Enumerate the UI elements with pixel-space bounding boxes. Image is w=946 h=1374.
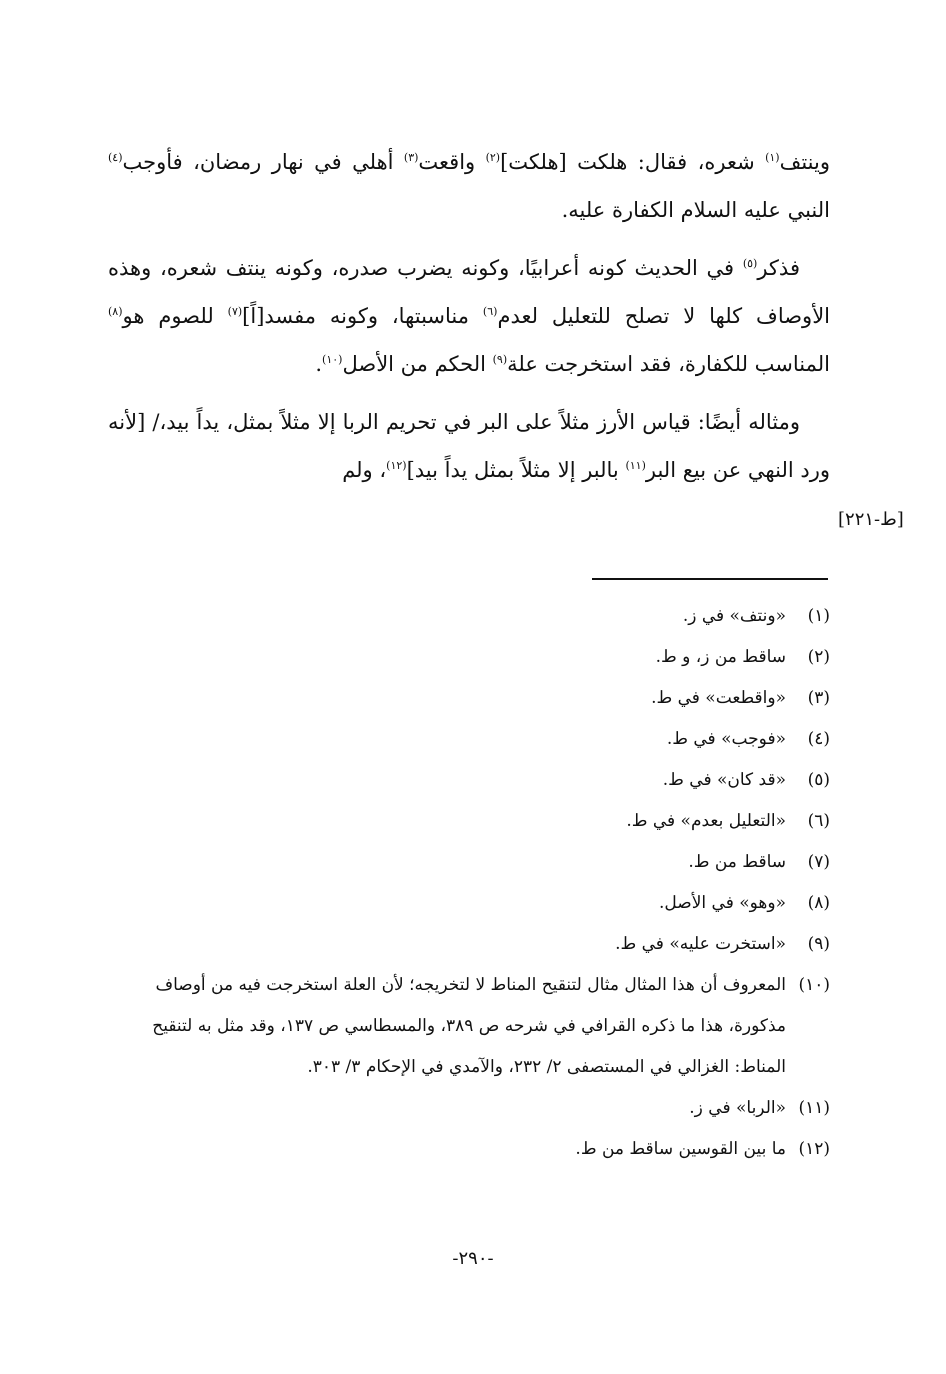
footnote-number: (٨) <box>807 893 830 913</box>
footnote-text: «قد كان» في ط. <box>662 770 786 790</box>
footnote-marker: (٨) <box>108 305 123 318</box>
paragraph-text: فذكر <box>757 256 800 280</box>
paragraph-text: النبي عليه السلام الكفارة عليه. <box>561 198 830 222</box>
footnote-marker: (٦) <box>482 305 498 318</box>
footnote-number: (٢) <box>807 647 830 667</box>
footnote-text: «وهو» في الأصل. <box>659 893 786 913</box>
footnote-marker: (١٢) <box>386 459 407 472</box>
paragraph-text: ومثاله أيضًا: قياس الأرز مثلاً على البر في تحريم الربا إلا مثلاً بمثل، يداً بيد،/ [لأنه ورد النهي عن بيع البر <box>108 410 830 482</box>
paragraph-text: ، ولم <box>342 458 387 482</box>
footnote-item <box>108 883 830 924</box>
footnote-text: «فوجب» في ط. <box>666 729 786 749</box>
footnote-text: المعروف أن هذا المثال مثال لتنقيح المناط لا لتخريجه؛ لأن العلة استخرجت فيه من أوصاف مذكورة، هذا ما ذكره القرافي في شرحه ص ٣٨٩، والمسطاسي ص ١٣٧، وقد مثل به لتنقيح المناط: الغزالي في المستصفى ٢/ ٢٣٢، والآمدي في الإحكام ٣/ ٣٠٣. <box>152 975 786 1077</box>
footnote-marker: (٧) <box>227 305 243 318</box>
footnote-number: (١١) <box>798 1098 830 1118</box>
footnote-text: «ونتف» في ز. <box>682 606 786 626</box>
footnote-text: «واقطعت» في ط. <box>651 688 786 708</box>
footnote-text: ساقط من ط. <box>688 852 786 872</box>
footnote-item <box>108 1129 830 1170</box>
footnote-item <box>108 801 830 842</box>
paragraph-text: للصوم هو <box>122 304 228 328</box>
footnote-number: (٩) <box>807 934 830 954</box>
footnotes <box>108 596 830 1170</box>
footnote-separator <box>592 578 828 580</box>
paragraph-text: . <box>315 352 323 376</box>
footnote-text: ما بين القوسين ساقط من ط. <box>575 1139 786 1159</box>
footnote-number: (٧) <box>807 852 830 872</box>
footnote-text: «استخرت عليه» في ط. <box>615 934 786 954</box>
paragraph-text: شعره، فقال: هلكت [هلكت] <box>500 150 766 174</box>
paragraph-text: في الحديث كونه أعرابيًا، وكونه يضرب صدره، وكونه ينتف شعره، وهذه الأوصاف كلها لا تصلح للتعليل لعدم <box>108 256 831 328</box>
footnote-number: (١٢) <box>798 1139 830 1159</box>
paragraph-text: مناسبتها، وكونه مفسد[اً] <box>242 304 483 328</box>
footnote-item <box>108 596 830 637</box>
footnote-marker: (٣) <box>403 151 419 164</box>
marginal-page-reference: [ط-٢٢١] <box>838 509 904 530</box>
page-number: -٢٩٠- <box>452 1248 494 1269</box>
main-text <box>108 138 830 504</box>
footnote-number: (١) <box>807 606 830 626</box>
footnote-number: (٦) <box>807 811 830 831</box>
body-paragraph <box>108 244 830 388</box>
footnote-marker: (١١) <box>625 459 646 472</box>
footnote-text: «الربا» في ز. <box>689 1098 786 1118</box>
footnote-item <box>108 842 830 883</box>
footnote-text: ساقط من ز، و ط. <box>655 647 786 667</box>
footnote-marker: (٩) <box>492 353 508 366</box>
body-paragraph <box>108 138 830 234</box>
footnote-item <box>108 760 830 801</box>
footnote-marker: (٢) <box>485 151 501 164</box>
footnote-marker: (٥) <box>742 257 758 270</box>
paragraph-text: واقعت <box>418 150 486 174</box>
footnote-item <box>108 924 830 965</box>
footnote-number: (٣) <box>807 688 830 708</box>
footnote-number: (٤) <box>807 729 830 749</box>
body-paragraph <box>108 398 830 494</box>
footnote-text: «التعليل بعدم» في ط. <box>626 811 786 831</box>
paragraph-text: أهلي في نهار رمضان، فأوجب <box>122 150 404 174</box>
footnote-number: (١٠) <box>798 975 830 995</box>
footnote-marker: (١٠) <box>322 353 343 366</box>
footnote-marker: (١) <box>765 151 780 164</box>
footnote-item <box>108 965 830 1088</box>
footnote-marker: (٤) <box>108 151 123 164</box>
footnote-item <box>108 1088 830 1129</box>
footnote-number: (٥) <box>807 770 830 790</box>
footnote-item <box>108 678 830 719</box>
footnote-item <box>108 719 830 760</box>
paragraph-text: وينتف <box>779 150 830 174</box>
footnote-item <box>108 637 830 678</box>
paragraph-text: المناسب للكفارة، فقد استخرجت علة <box>507 352 830 376</box>
paragraph-text: الحكم من الأصل <box>342 352 493 376</box>
paragraph-text: بالبر إلا مثلاً بمثل يداً بيد] <box>406 458 626 482</box>
